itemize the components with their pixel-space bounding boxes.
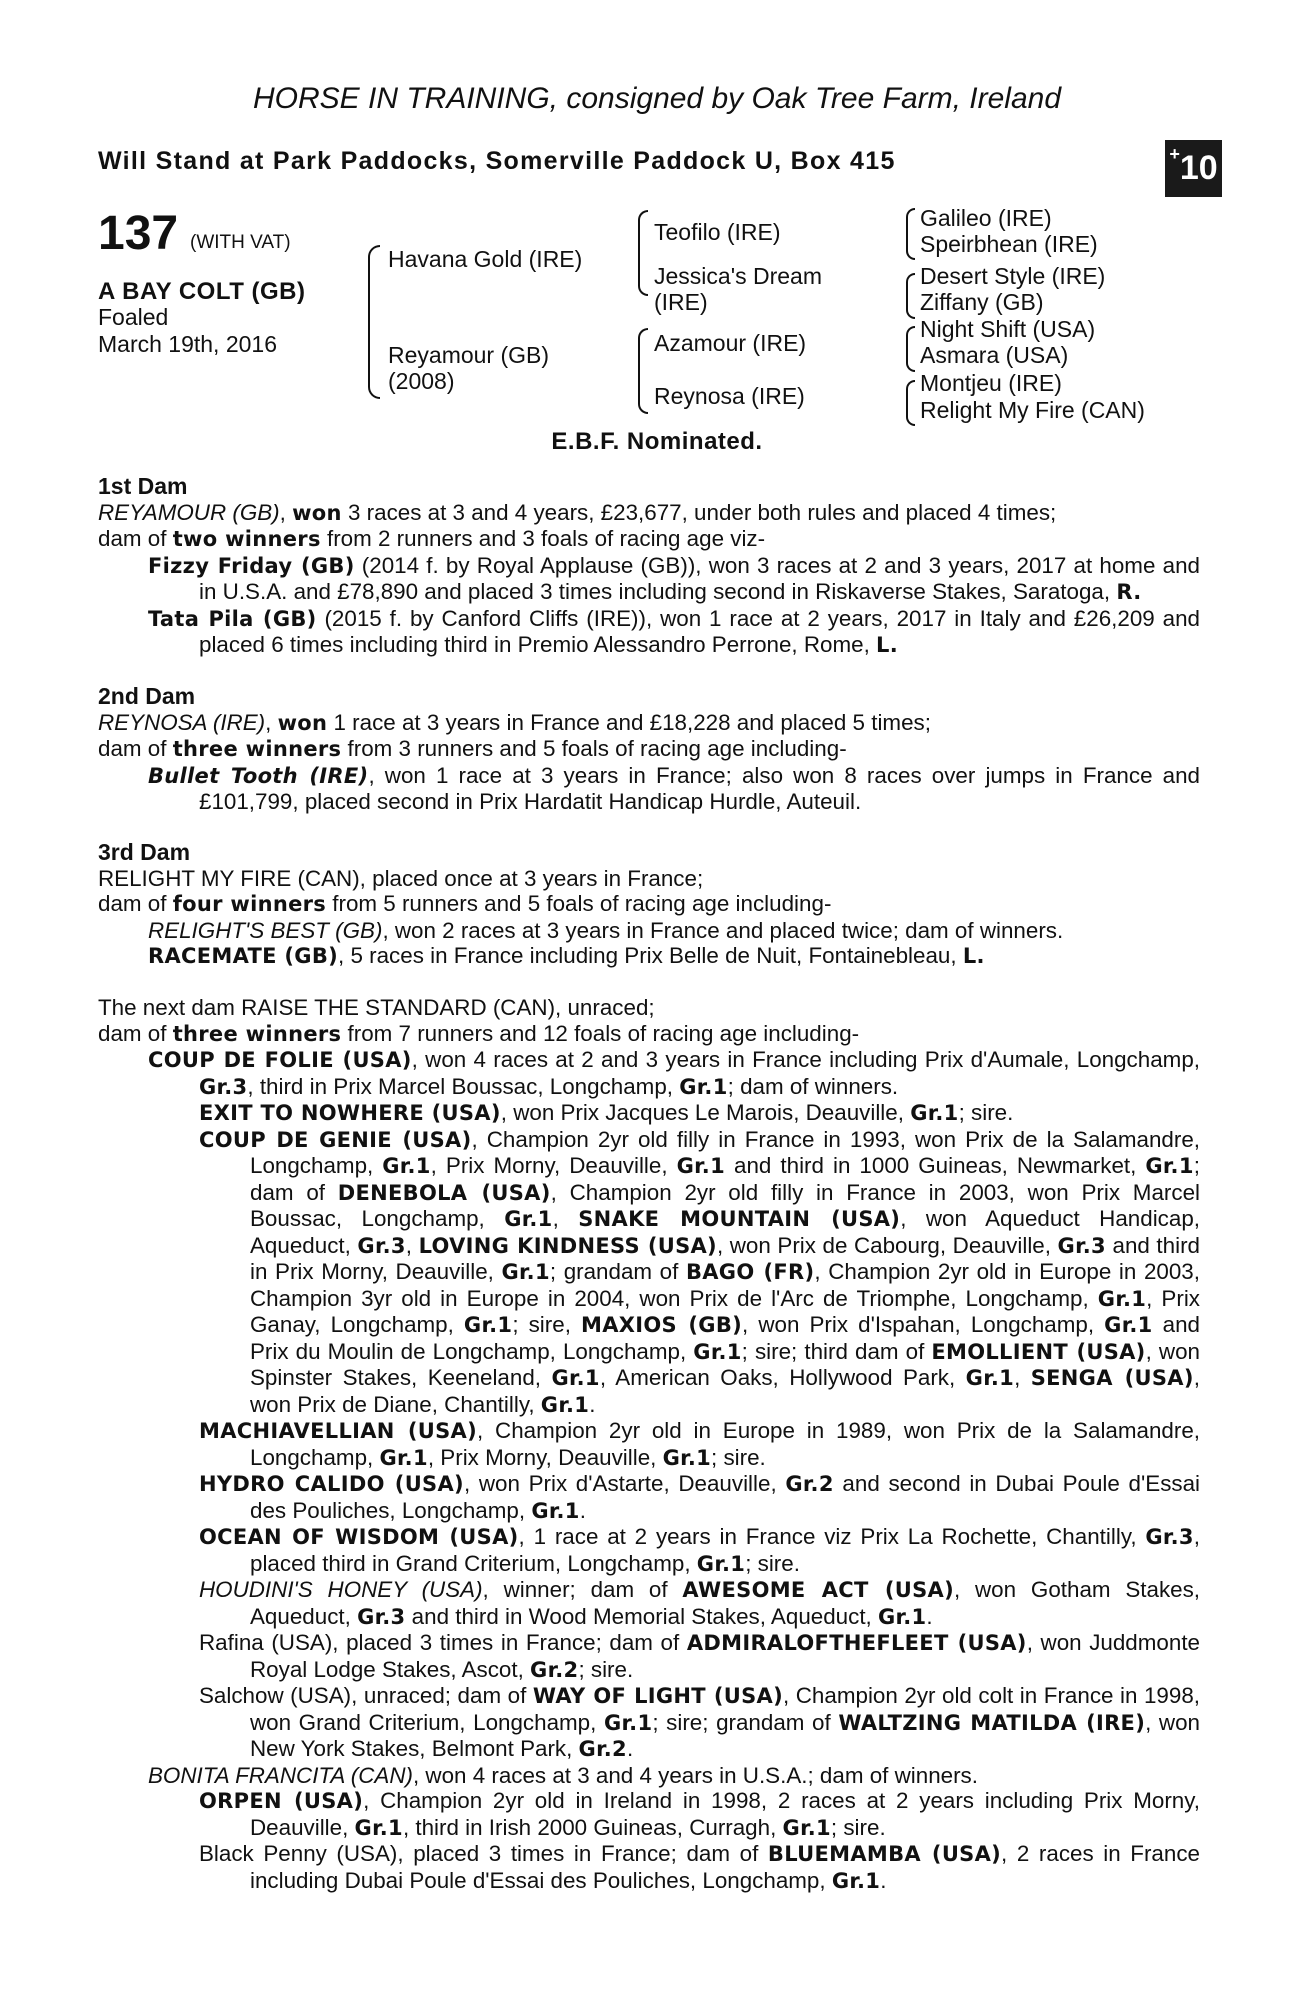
dam-record: The next dam RAISE THE STANDARD (CAN), unraced; [98, 995, 655, 1020]
sds: Desert Style (IRE) [920, 263, 1106, 289]
sire-dam: Jessica's Dream [654, 263, 822, 289]
dss: Night Shift (USA) [920, 316, 1096, 342]
section-heading: 1st Dam [98, 473, 188, 499]
stand-location: Will Stand at Park Paddocks, Somerville Paddock U, Box 415 [98, 147, 896, 175]
dsd: Asmara (USA) [920, 342, 1069, 368]
pedigree-brace [638, 210, 648, 296]
catalogue-header: HORSE IN TRAINING, consigned by Oak Tree Farm, Ireland [252, 82, 1062, 115]
dam-record: REYAMOUR (GB), won 3 races at 3 and 4 years, £23,677, under both rules and placed 4 times; [98, 499, 1057, 525]
ssd: Speirbhean (IRE) [920, 231, 1098, 257]
dds: Montjeu (IRE) [920, 370, 1062, 396]
plus-ten-badge: +10 [1165, 140, 1222, 197]
ddd: Relight My Fire (CAN) [920, 397, 1145, 423]
dam-year: (2008) [388, 368, 455, 394]
badge-number: 10 [1179, 149, 1218, 187]
lot-number: 137 [98, 207, 179, 260]
produce-entry: MACHIAVELLIAN (USA), Champion 2yr old in Europe in 1989, won Prix de la Salamandre, Longchamp, Gr.1, Prix Morny, Deauville, Gr.1; sire. [199, 1418, 1201, 1470]
pedigree-brace [906, 208, 915, 260]
produce-entry: Tata Pila (GB) (2015 f. by Canford Cliffs (IRE)), won 1 race at 2 years, 2017 in Italy and £26,209 and placed 6 times including third in Premio Alessandro Perrone, Rome, L. [148, 605, 1200, 657]
produce-entry: COUP DE GENIE (USA), Champion 2yr old filly in France in 1993, won Prix de la Salamandre, Longchamp, Gr.1, Prix Morny, Deauville, Gr.1 and third in 1000 Guineas, Newmarket, Gr.1; dam of DENEBOLA (USA), Champion 2yr old filly in France in 2003, won Prix Marcel Boussac, Longchamp, Gr.1, SNAKE MOUNTAIN (USA), won Aqueduct Handicap, Aqueduct, Gr.3, LOVING KINDNESS (USA), won Prix de Cabourg, Deauville, Gr.3 and third in Prix Morny, Deauville, Gr.1; grandam of BAGO (FR), Champion 2yr old in Europe in 2003, Champion 3yr old in Europe in 2004, won Prix de l'Arc de Triomphe, Longchamp, Gr.1, Prix Ganay, Longchamp, Gr.1; sire, MAXIOS (GB), won Prix d'Ispahan, Longchamp, Gr.1 and Prix du Moulin de Longchamp, Longchamp, Gr.1; sire; third dam of EMOLLIENT (USA), won Spinster Stakes, Keeneland, Gr.1, American Oaks, Hollywood Park, Gr.1, SENGA (USA), won Prix de Diane, Chantilly, Gr.1. [199, 1126, 1201, 1417]
produce-entry: Bullet Tooth (IRE), won 1 race at 3 years in France; also won 8 races over jumps in France and £101,799, placed second in Prix Hardatit Handicap Hurdle, Auteuil. [148, 762, 1200, 814]
foaled-date: March 19th, 2016 [98, 331, 278, 357]
dam-sire: Azamour (IRE) [654, 330, 807, 356]
section-heading: 2nd Dam [98, 683, 196, 709]
dam-record: REYNOSA (IRE), won 1 race at 3 years in France and £18,228 and placed 5 times; [98, 709, 931, 735]
produce-entry: Black Penny (USA), placed 3 times in France; dam of BLUEMAMBA (USA), 2 races in France including Dubai Poule d'Essai des Pouliches, Longchamp, Gr.1. [199, 1841, 1200, 1893]
dam-produce-summary: dam of two winners from 2 runners and 3 foals of racing age viz- [98, 526, 766, 551]
sire-sire: Teofilo (IRE) [654, 219, 781, 245]
produce-entry: RELIGHT'S BEST (GB), won 2 races at 3 years in France and placed twice; dam of winners. [148, 917, 1064, 943]
sire-dam-country: (IRE) [654, 289, 708, 315]
ebf-nominated: E.B.F. Nominated. [551, 428, 763, 455]
produce-entry: RACEMATE (GB), 5 races in France including Prix Belle de Nuit, Fontainebleau, L. [148, 943, 985, 968]
sss: Galileo (IRE) [920, 205, 1052, 231]
catalogue-body [98, 474, 1200, 1894]
pedigree-brace [906, 326, 915, 372]
dam-dam: Reynosa (IRE) [654, 383, 805, 409]
produce-entry: ORPEN (USA), Champion 2yr old in Ireland in 1998, 2 races at 2 years including Prix Morny, Deauville, Gr.1, third in Irish 2000 Guineas, Curragh, Gr.1; sire. [199, 1788, 1200, 1840]
dam-produce-summary: dam of three winners from 7 runners and 12 foals of racing age including- [98, 1020, 860, 1046]
section-heading: 3rd Dam [98, 839, 191, 865]
vat-note: (WITH VAT) [190, 232, 291, 253]
foaled-label: Foaled [98, 304, 169, 330]
dam-name: Reyamour (GB) [388, 342, 550, 368]
produce-entry: EXIT TO NOWHERE (USA), won Prix Jacques Le Marois, Deauville, Gr.1; sire. [199, 1100, 1014, 1125]
produce-entry: COUP DE FOLIE (USA), won 4 races at 2 and 3 years in France including Prix d'Aumale, Longchamp, Gr.3, third in Prix Marcel Boussac, Longchamp, Gr.1; dam of winners. [148, 1047, 1200, 1099]
sdd: Ziffany (GB) [920, 289, 1044, 315]
pedigree-brace [906, 273, 915, 319]
dam-produce-summary: dam of three winners from 3 runners and 5 foals of racing age including- [98, 736, 847, 761]
first-dam-section [98, 474, 1200, 659]
dam-produce-summary: dam of four winners from 5 runners and 5 foals of racing age including- [98, 891, 832, 916]
lot-description: A BAY COLT (GB) [98, 278, 306, 305]
next-dam-section [98, 995, 1200, 1894]
produce-entry: Rafina (USA), placed 3 times in France; dam of ADMIRALOFTHEFLEET (USA), won Juddmonte Royal Lodge Stakes, Ascot, Gr.2; sire. [199, 1630, 1200, 1682]
sire: Havana Gold (IRE) [388, 246, 583, 272]
second-dam-section [98, 684, 1200, 815]
pedigree-brace [368, 245, 380, 399]
produce-entry: OCEAN OF WISDOM (USA), 1 race at 2 years in France viz Prix La Rochette, Chantilly, Gr.3, placed third in Grand Criterium, Longchamp, Gr.1; sire. [199, 1524, 1201, 1576]
produce-entry: HOUDINI'S HONEY (USA), winner; dam of AWESOME ACT (USA), won Gotham Stakes, Aqueduct, Gr.3 and third in Wood Memorial Stakes, Aqueduct, Gr.1. [199, 1577, 1201, 1629]
produce-entry: Salchow (USA), unraced; dam of WAY OF LIGHT (USA), Champion 2yr old colt in France in 1998, won Grand Criterium, Longchamp, Gr.1; sire; grandam of WALTZING MATILDA (IRE), won New York Stakes, Belmont Park, Gr.2. [199, 1683, 1201, 1761]
pedigree-brace [638, 328, 648, 414]
dam-record: RELIGHT MY FIRE (CAN), placed once at 3 years in France; [98, 865, 704, 891]
produce-entry: HYDRO CALIDO (USA), won Prix d'Astarte, Deauville, Gr.2 and second in Dubai Poule d'Essai des Pouliches, Longchamp, Gr.1. [199, 1471, 1201, 1523]
produce-entry: BONITA FRANCITA (CAN), won 4 races at 3 and 4 years in U.S.A.; dam of winners. [148, 1762, 978, 1788]
third-dam-section [98, 840, 1200, 970]
produce-entry: Fizzy Friday (GB) (2014 f. by Royal Applause (GB)), won 3 races at 2 and 3 years, 2017 at home and in U.S.A. and £78,890 and placed 3 times including second in Riskaverse Stakes, Saratoga, R. [148, 552, 1200, 604]
pedigree-brace [906, 380, 915, 426]
